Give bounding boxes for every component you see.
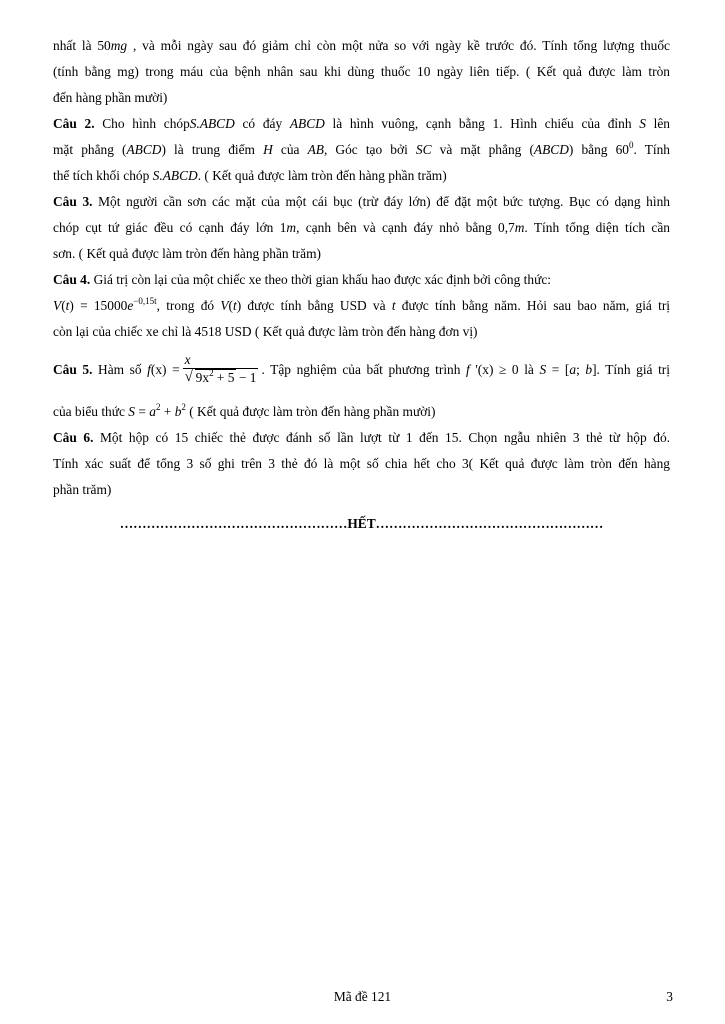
exam-code: Mã đề 121: [333, 989, 392, 1004]
q4-line-3: còn lại của chiếc xe chỉ là 4518 USD ( Kết quả được làm tròn đến hàng đơn vị): [53, 324, 478, 339]
page-number: 3: [666, 989, 673, 1004]
exponent: −0,15t: [133, 296, 157, 306]
q2-label: Câu 2.: [53, 116, 95, 131]
fraction-denominator: √ $9x^2 + 5 - 1$: [184, 367, 257, 385]
q1-line-3: đến hàng phần mười): [53, 90, 168, 105]
square-root: √ $9x^2 + 5$: [184, 367, 235, 385]
q3-line-3: sơn. ( Kết quả được làm tròn đến hàng phần trăm): [53, 246, 321, 261]
q6-line-3: phần trăm): [53, 482, 112, 497]
end-marker: ……………………………………………HẾT……………………………………………: [119, 516, 604, 531]
q4-label: Câu 4.: [53, 272, 91, 287]
q5-line-1: Câu 5. Hàm số f(x) = x √ $9x^2 + 5 - 1$ . Tập nghiệm của bất phương trình f '(x) ≥ 0 là S = [a; b]. Tính giá trị: [53, 351, 670, 385]
q3-line-1: Câu 3. Một người cần sơn các mặt của một cái bục (trừ đáy lớn) để đặt một bức tượng. Bục có dạng hình: [53, 194, 670, 209]
q5-line-2: của biểu thức $S = a^2 + b^2$ ( Kết quả được làm tròn đến hàng phần mười): [53, 402, 436, 419]
q1-line-2: (tính bằng mg) trong máu của bệnh nhân sau khi dùng thuốc 10 ngày liên tiếp. ( Kết quả được làm tròn: [53, 64, 670, 79]
q1-line-1: nhất là 50mg , và mỗi ngày sau đó giảm chỉ còn một nửa so với ngày kề trước đó. Tính tổng lượng thuốc: [53, 38, 670, 53]
q6-label: Câu 6.: [53, 430, 94, 445]
q5-label: Câu 5.: [53, 362, 93, 377]
q3-label: Câu 3.: [53, 194, 93, 209]
q2-line-1: Câu 2. Cho hình chópS.ABCD có đáy ABCD là hình vuông, cạnh bằng 1. Hình chiếu của đỉnh S lên: [53, 116, 670, 131]
q4-line-2: $V(t) = 15000e^{-0,15t}$, trong đó V(t) được tính bằng USD và t được tính bằng năm. Hỏi sau bao năm, giá trị: [53, 296, 670, 313]
q4-line-1: Câu 4. Giá trị còn lại của một chiếc xe theo thời gian khấu hao được xác định bởi công thức:: [53, 272, 551, 287]
q6-line-2: Tính xác suất để tổng 3 số ghi trên 3 thẻ đó là một số chia hết cho 3( Kết quả được làm tròn đến hàng: [53, 456, 670, 471]
q3-line-2: chóp cụt tứ giác đều có cạnh đáy lớn 1m, cạnh bên và cạnh đáy nhỏ bằng 0,7m. Tính tổng diện tích cần: [53, 220, 670, 235]
q6-line-1: Câu 6. Một hộp có 15 chiếc thẻ được đánh số lần lượt từ 1 đến 15. Chọn ngẫu nhiên 3 thẻ từ hộp đó.: [53, 430, 670, 445]
q2-line-3: thể tích khối chóp S.ABCD. ( Kết quả được làm tròn đến hàng phần trăm): [53, 168, 447, 183]
fraction-numerator: x: [184, 351, 191, 367]
radical-sign-icon: √: [184, 368, 193, 385]
fraction: [183, 352, 259, 386]
q2-line-2: mặt phẳng (ABCD) là trung điểm H của AB, Góc tạo bởi SC và mặt phẳng (ABCD) bằng $60^0$. Tính: [53, 140, 670, 157]
page-content: [53, 33, 670, 531]
